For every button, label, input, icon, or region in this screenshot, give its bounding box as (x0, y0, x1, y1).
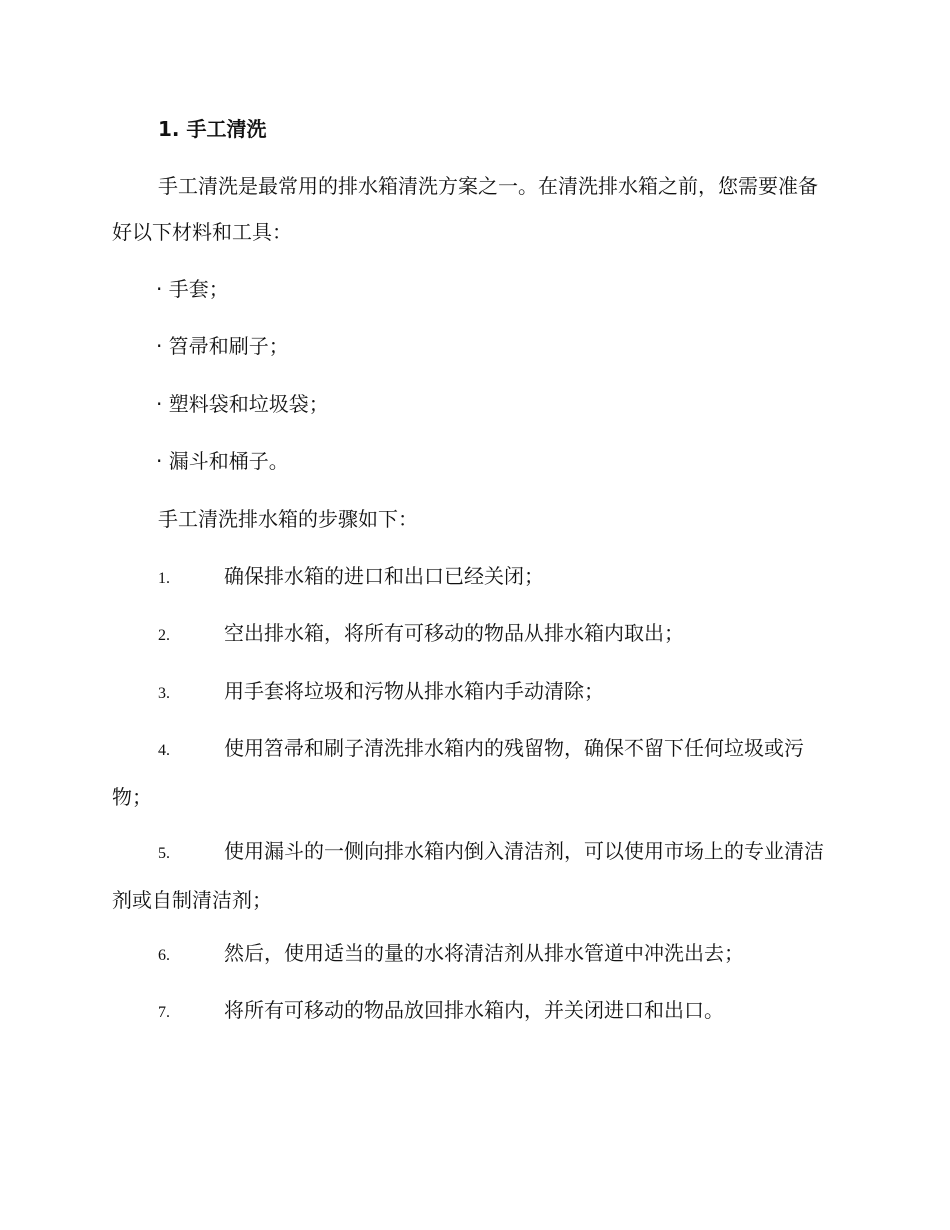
step-number: 5. (158, 845, 170, 862)
step-text: 使用漏斗的一侧向排水箱内倒入清洁剂，可以使用市场上的专业清洁剂或自制清洁剂； (112, 839, 824, 912)
step-text: 将所有可移动的物品放回排水箱内，并关闭进口和出口。 (224, 998, 724, 1022)
step-text: 空出排水箱，将所有可移动的物品从排水箱内取出； (224, 621, 684, 645)
material-item: · 塑料袋和垃圾袋； (156, 392, 329, 416)
step-item (112, 553, 837, 602)
step-number: 2. (158, 627, 170, 644)
step-item (112, 725, 837, 820)
material-item: · 漏斗和桶子。 (156, 449, 289, 473)
step-item (112, 987, 837, 1036)
section-heading: 1. 手工清洗 (158, 117, 267, 141)
step-text: 然后，使用适当的量的水将清洁剂从排水管道中冲洗出去； (224, 941, 744, 965)
material-item: · 手套； (156, 277, 229, 301)
step-text: 用手套将垃圾和污物从排水箱内手动清除； (224, 679, 604, 703)
step-item (112, 668, 837, 717)
step-text: 确保排水箱的进口和出口已经关闭； (224, 564, 544, 588)
step-text: 使用笤帚和刷子清洗排水箱内的残留物，确保不留下任何垃圾或污物； (112, 736, 804, 809)
step-item (112, 610, 837, 659)
step-number: 7. (158, 1004, 170, 1021)
intro-paragraph: 手工清洗是最常用的排水箱清洗方案之一。在清洗排水箱之前，您需要准备好以下材料和工具： (112, 174, 818, 244)
step-item (112, 930, 837, 979)
material-item: · 笤帚和刷子； (156, 334, 289, 358)
step-number: 4. (158, 742, 170, 759)
step-number: 3. (158, 685, 170, 702)
step-number: 1. (158, 570, 170, 587)
step-number: 6. (158, 947, 170, 964)
steps-intro-paragraph: 手工清洗排水箱的步骤如下： (158, 507, 418, 531)
step-item (112, 828, 837, 923)
